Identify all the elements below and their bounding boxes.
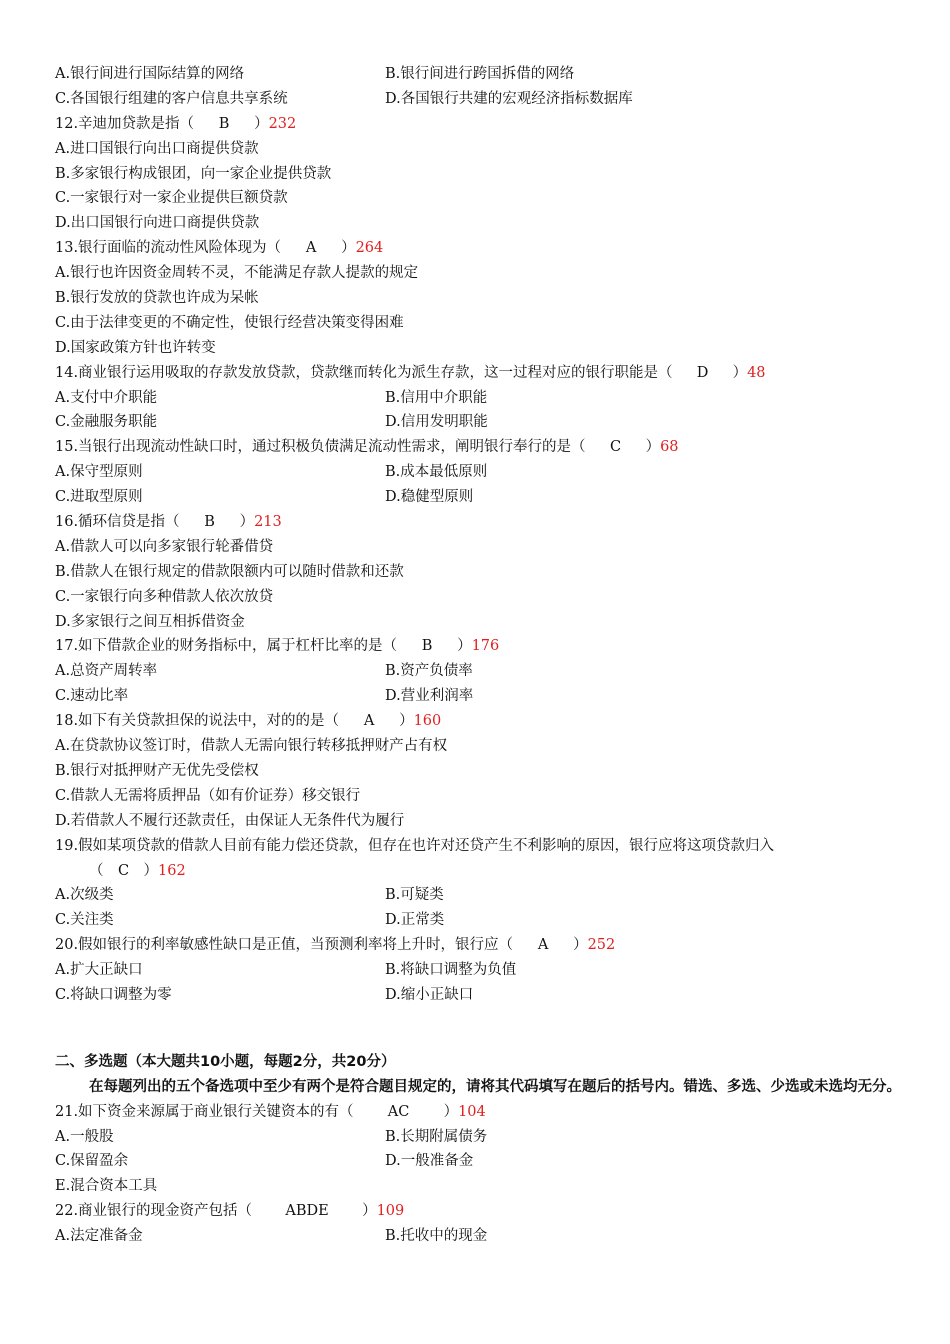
- option: A.保守型原则: [55, 464, 143, 481]
- answer: A: [305, 240, 317, 257]
- option: A.法定准备金: [55, 1228, 143, 1245]
- page-reference: 68: [660, 439, 679, 456]
- option: C.借款人无需将质押品（如有价证券）移交银行: [55, 787, 361, 804]
- option: C.关注类: [55, 912, 114, 929]
- question-stem: 18.如下有关贷款担保的说法中，对的的是（ A ）160: [55, 709, 905, 734]
- option-row: [55, 62, 905, 87]
- option: B.信用中介职能: [385, 389, 488, 406]
- option: B.长期附属债务: [385, 1128, 488, 1145]
- option: C.由于法律变更的不确定性，使银行经营决策变得困难: [55, 314, 404, 331]
- option: A.次级类: [55, 887, 114, 904]
- answer: A: [363, 713, 375, 730]
- page-reference: 264: [355, 240, 384, 257]
- option-row: [55, 958, 905, 983]
- option: D.出口国银行向进口商提供贷款: [55, 215, 260, 232]
- option: B.可疑类: [385, 887, 444, 904]
- option-row: [55, 485, 905, 510]
- page-reference: 252: [587, 937, 616, 954]
- option: B.将缺口调整为负值: [385, 962, 517, 979]
- question-stem: 16.循环信贷是指（ B ）213: [55, 510, 905, 535]
- option: D.信用发明职能: [385, 414, 488, 431]
- answer: C: [117, 862, 130, 879]
- option: A.借款人可以向多家银行轮番借贷: [55, 538, 274, 555]
- answer: C: [610, 439, 622, 456]
- option: B.银行发放的贷款也许成为呆帐: [55, 290, 259, 307]
- page-reference: 176: [471, 638, 500, 655]
- question-stem: 15.当银行出现流动性缺口时，通过积极负债满足流动性需求，阐明银行奉行的是（ C ）68: [55, 435, 905, 460]
- option: C.进取型原则: [55, 489, 143, 506]
- question-stem: 17.如下借款企业的财务指标中，属于杠杆比率的是（ B ）176: [55, 634, 905, 659]
- option: B.成本最低原则: [385, 464, 488, 481]
- option: D.营业利润率: [385, 688, 474, 705]
- page-reference: 232: [268, 115, 297, 132]
- section-instructions: 在每题列出的五个备选项中至少有两个是符合题目规定的，请将其代码填写在题后的括号内。错选、多选、少选或未选均无分。: [89, 1078, 901, 1095]
- option: C.保留盈余: [55, 1153, 129, 1170]
- option-row: [55, 386, 905, 411]
- question-stem: 20.假如银行的利率敏感性缺口是正值，当预测利率将上升时，银行应（ A ）252: [55, 933, 905, 958]
- option: E.混合资本工具: [55, 1178, 158, 1195]
- option: A.总资产周转率: [55, 663, 158, 680]
- answer: AC: [387, 1103, 410, 1120]
- option: B.多家银行构成银团，向一家企业提供贷款: [55, 165, 332, 182]
- question-stem-continued: （ C ）162: [55, 859, 905, 884]
- option-row: [55, 1125, 905, 1150]
- page-reference: 213: [254, 514, 282, 531]
- option: C.速动比率: [55, 688, 129, 705]
- option: C.金融服务职能: [55, 414, 158, 431]
- answer: D: [696, 364, 709, 381]
- option: B.银行间进行跨国拆借的网络: [385, 66, 575, 82]
- option: C.一家银行对一家企业提供巨额贷款: [55, 190, 288, 207]
- option: D.正常类: [385, 912, 445, 929]
- question-stem: 12.辛迪加贷款是指（ B ）232: [55, 112, 905, 137]
- option: A.银行间进行国际结算的网络: [55, 66, 245, 82]
- question-stem: 21.如下资金来源属于商业银行关键资本的有（ AC ）104: [55, 1100, 905, 1125]
- section-title: 二、多选题（本大题共10小题，每题2分，共20分）: [55, 1053, 396, 1070]
- question-stem: 19.假如某项贷款的借款人目前有能力偿还贷款，但存在也许对还贷产生不利影响的原因，银行应将这项贷款归入: [55, 837, 775, 854]
- option: D.一般准备金: [385, 1153, 474, 1170]
- answer: B: [421, 638, 433, 655]
- option-row: [55, 410, 905, 435]
- option-row: [55, 883, 905, 908]
- option-row: [55, 1149, 905, 1174]
- page-reference: 48: [747, 364, 766, 381]
- option-row: [55, 684, 905, 709]
- page-reference: 160: [413, 713, 442, 730]
- option: B.银行对抵押财产无优先受偿权: [55, 762, 259, 779]
- option-row: [55, 87, 905, 112]
- exam-page: [55, 62, 905, 1249]
- option-row: [55, 983, 905, 1008]
- option: D.缩小正缺口: [385, 986, 474, 1003]
- option: A.一般股: [55, 1128, 114, 1145]
- option: D.各国银行共建的宏观经济指标数据库: [385, 90, 633, 107]
- page-reference: 162: [158, 862, 186, 879]
- option: D.多家银行之间互相拆借资金: [55, 613, 245, 630]
- option: C.各国银行组建的客户信息共享系统: [55, 90, 288, 107]
- option-row: [55, 460, 905, 485]
- option-row: [55, 659, 905, 684]
- option: C.一家银行向多种借款人依次放贷: [55, 588, 274, 605]
- option: B.借款人在银行规定的借款限额内可以随时借款和还款: [55, 563, 404, 580]
- option: A.扩大正缺口: [55, 962, 143, 979]
- page-reference: 104: [458, 1103, 486, 1120]
- option-row: [55, 1224, 905, 1249]
- option: A.银行也许因资金周转不灵，不能满足存款人提款的规定: [55, 265, 419, 282]
- option: D.若借款人不履行还款责任，由保证人无条件代为履行: [55, 812, 405, 829]
- option: C.将缺口调整为零: [55, 986, 172, 1003]
- answer: ABDE: [285, 1203, 329, 1220]
- question-stem: 13.银行面临的流动性风险体现为（ A ）264: [55, 236, 905, 261]
- option: D.国家政策方针也许转变: [55, 339, 216, 356]
- question-stem: 22.商业银行的现金资产包括（ ABDE ）109: [55, 1199, 905, 1224]
- answer: A: [537, 937, 549, 954]
- option: A.支付中介职能: [55, 389, 158, 406]
- answer: B: [204, 514, 215, 531]
- option: D.稳健型原则: [385, 489, 474, 506]
- question-stem: 14.商业银行运用吸取的存款发放贷款，贷款继而转化为派生存款，这一过程对应的银行职能是（ D ）48: [55, 361, 905, 386]
- option: B.资产负债率: [385, 663, 473, 680]
- spacer: [55, 1008, 905, 1050]
- option: A.进口国银行向出口商提供贷款: [55, 140, 259, 157]
- page-reference: 109: [376, 1203, 405, 1220]
- answer: B: [218, 115, 230, 132]
- option: A.在贷款协议签订时，借款人无需向银行转移抵押财产占有权: [55, 738, 448, 755]
- option-row: [55, 908, 905, 933]
- option: B.托收中的现金: [385, 1228, 488, 1245]
